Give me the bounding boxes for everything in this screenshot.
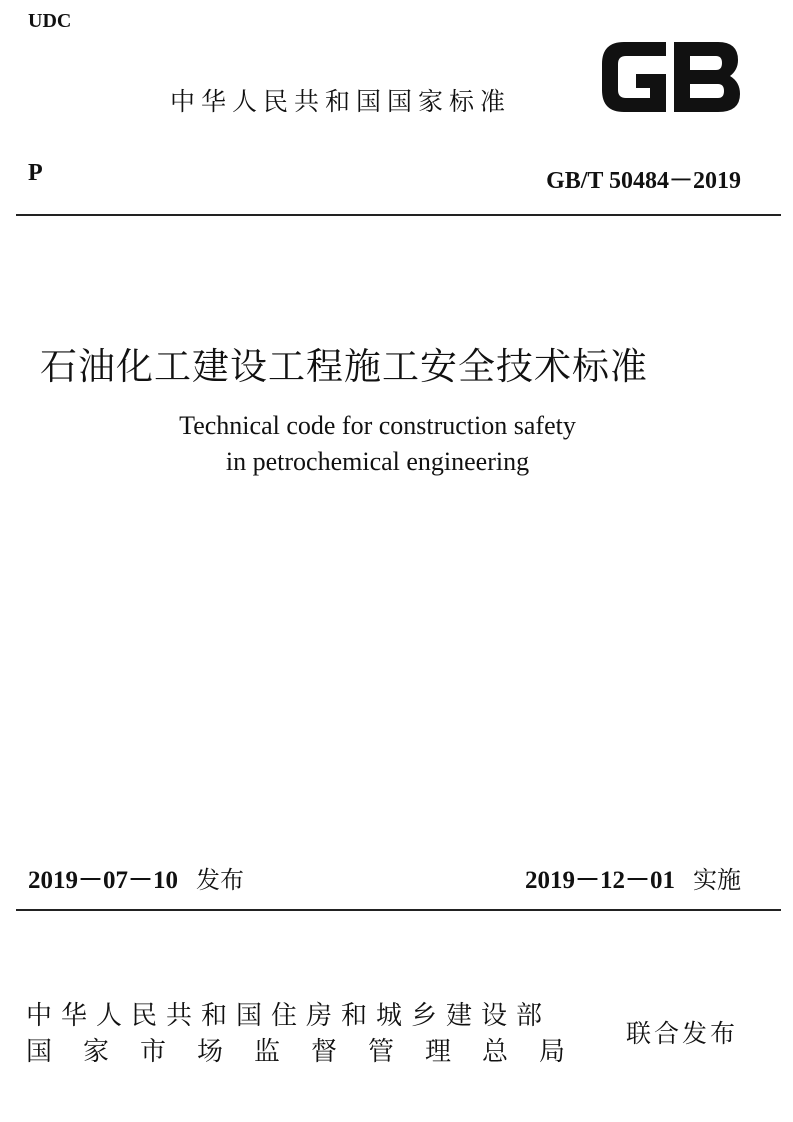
title-english-line2: in petrochemical engineering xyxy=(225,447,530,476)
gb-logo-icon xyxy=(596,36,744,118)
implement-label: 实施 xyxy=(693,866,741,894)
issue-date: 2019－07－10 xyxy=(28,867,179,894)
issuers-block xyxy=(26,998,596,1070)
issue-label: 发布 xyxy=(196,866,245,894)
implement-date-block xyxy=(525,860,741,896)
joint-issue-label: 联合发布 xyxy=(626,1019,739,1048)
title-english-line1: Technical code for construction safety xyxy=(179,411,576,440)
issue-date-block xyxy=(28,860,244,896)
category-code: P xyxy=(28,160,43,186)
implement-date: 2019－12－01 xyxy=(524,867,675,894)
standard-number: GB/T 50484－2019 xyxy=(546,168,741,194)
issuer-line1: 中华人民共和国住房和城乡建设部 xyxy=(26,1001,552,1031)
title-english xyxy=(0,408,755,480)
standard-type-title: 中华人民共和国国家标准 xyxy=(170,87,512,116)
bottom-divider xyxy=(16,909,781,911)
udc-label: UDC xyxy=(28,10,72,32)
title-chinese: 石油化工建设工程施工安全技术标准 xyxy=(40,345,648,388)
issuer-line2: 国家市场监督管理总局 xyxy=(26,1037,597,1067)
top-divider xyxy=(16,214,781,216)
